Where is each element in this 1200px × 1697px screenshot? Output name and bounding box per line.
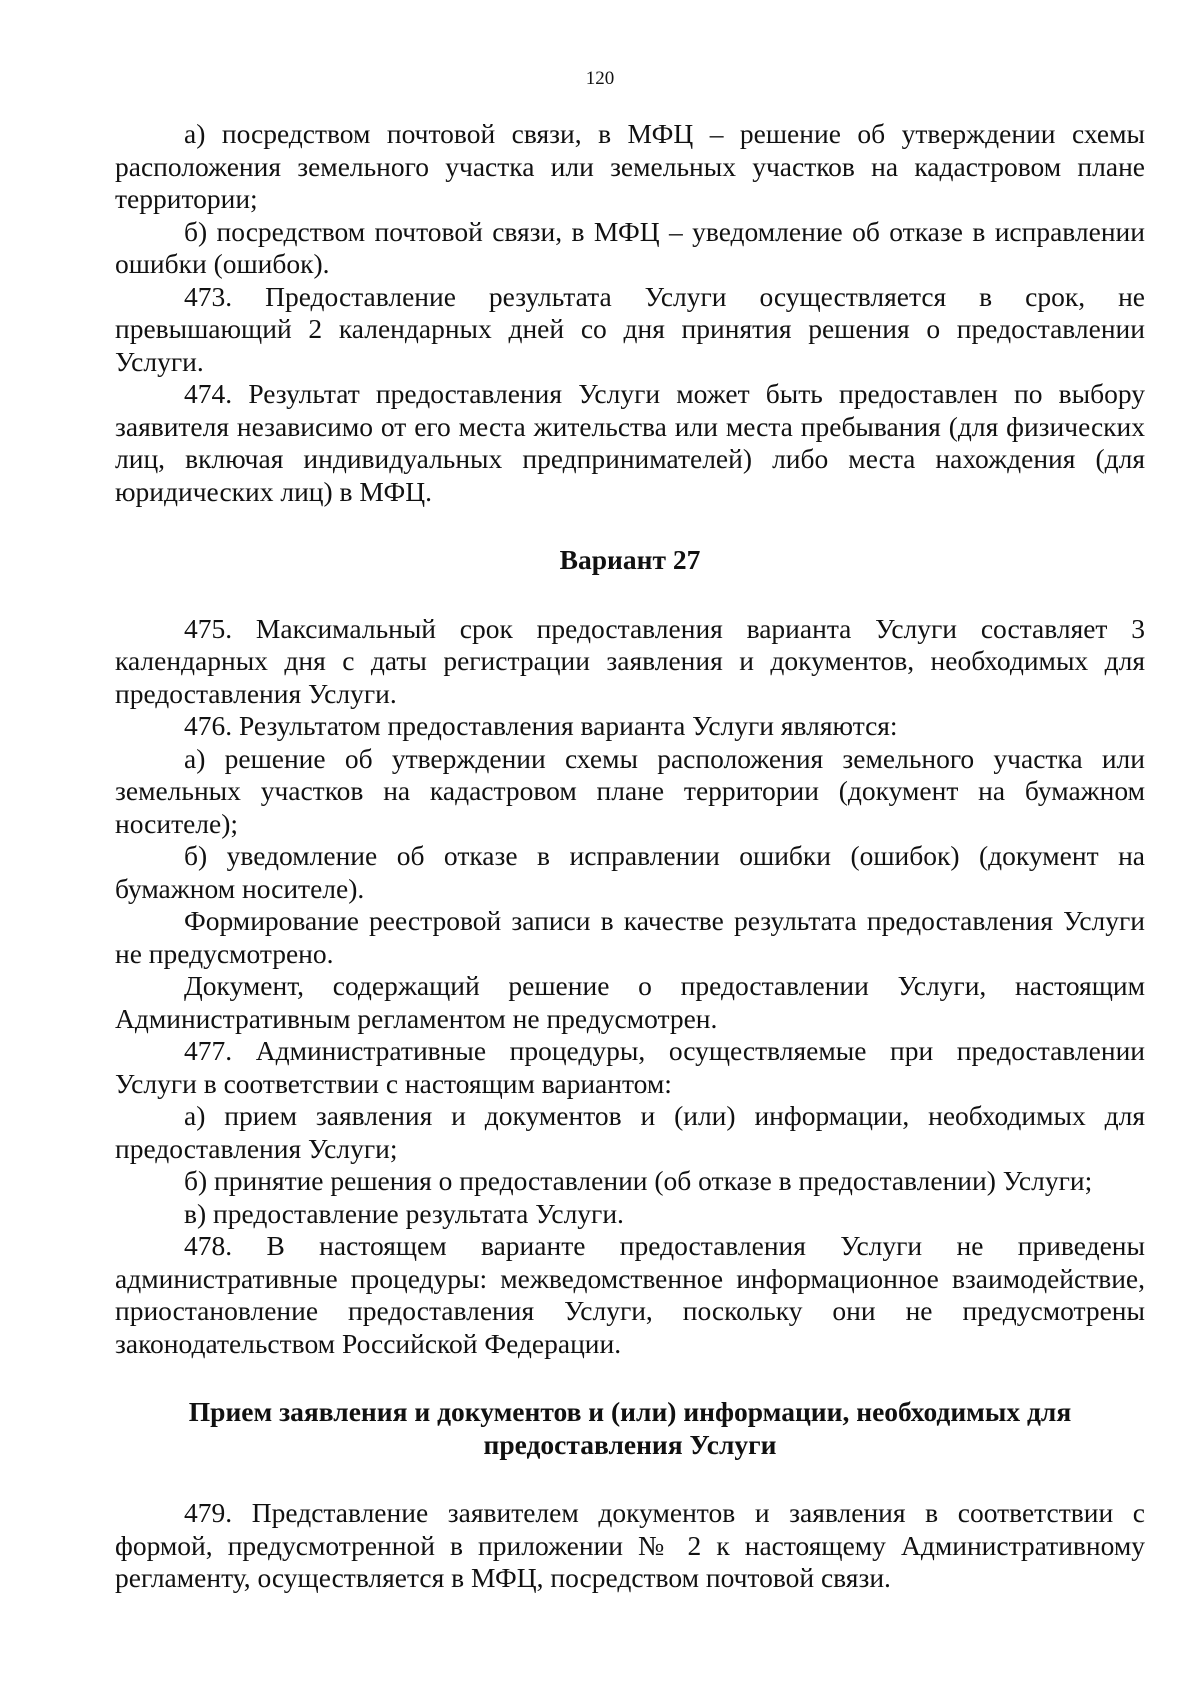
page-number: 120 [585,68,615,89]
paragraph-decision-document: Документ, содержащий решение о предоставлении Услуги, настоящим Административным регламентом не предусмотрен. [115,970,1145,1034]
paragraph-476-b: б) уведомление об отказе в исправлении ошибки (ошибок) (документ на бумажном носителе). [115,840,1145,904]
paragraph-b-mail-notice: б) посредством почтовой связи, в МФЦ – уведомление об отказе в исправлении ошибки (ошибок). [115,215,1145,279]
paragraph-479: 479. Представление заявителем документов и заявления в соответствии с формой, предусмотренной в приложении № 2 к настоящему Административному регламенту, осуществляется в МФЦ, посредством почтовой связи. [115,1497,1145,1593]
paragraph-registry-record: Формирование реестровой записи в качестве результата предоставления Услуги не предусмотрено. [115,905,1145,969]
section-heading: Прием заявления и документов и (или) информации, необходимых для предоставления Услуги [188,1396,1072,1460]
variant-heading: Вариант 27 [559,544,701,575]
paragraph-477-a: а) прием заявления и документов и (или) информации, необходимых для предоставления Услуги; [115,1100,1145,1164]
paragraph-477: 477. Административные процедуры, осуществляемые при предоставлении Услуги в соответствии с настоящим вариантом: [115,1035,1145,1099]
paragraph-476-a: а) решение об утверждении схемы расположения земельного участка или земельных участков на кадастровом плане территории (документ на бумажном носителе); [115,742,1145,839]
paragraph-477-c: в) предоставление результата Услуги. [184,1197,624,1229]
paragraph-475: 475. Максимальный срок предоставления варианта Услуги составляет 3 календарных дня с даты регистрации заявления и документов, необходимых для предоставления Услуги. [115,612,1145,709]
paragraph-473: 473. Предоставление результата Услуги осуществляется в срок, не превышающий 2 календарных дней со дня принятия решения о предоставлении Услуги. [115,280,1145,377]
paragraph-478: 478. В настоящем варианте предоставления Услуги не приведены административные процедуры: межведомственное информационное взаимодействие, приостановление предоставления Услуги, поскольку они не предусмотрены законодательством Российской Федерации. [115,1230,1145,1359]
document-body [115,118,1145,1595]
paragraph-a-mail-decision: а) посредством почтовой связи, в МФЦ – решение об утверждении схемы расположения земельного участка или земельных участков на кадастровом плане территории; [115,118,1145,214]
paragraph-476: 476. Результатом предоставления варианта Услуги являются: [184,710,898,741]
paragraph-474: 474. Результат предоставления Услуги может быть предоставлен по выбору заявителя независимо от его места жительства или места пребывания (для физических лиц, включая индивидуальных предпринимателей) либо места нахождения (для юридических лиц) в МФЦ. [115,378,1145,507]
paragraph-477-b: б) принятие решения о предоставлении (об отказе в предоставлении) Услуги; [184,1165,1093,1196]
